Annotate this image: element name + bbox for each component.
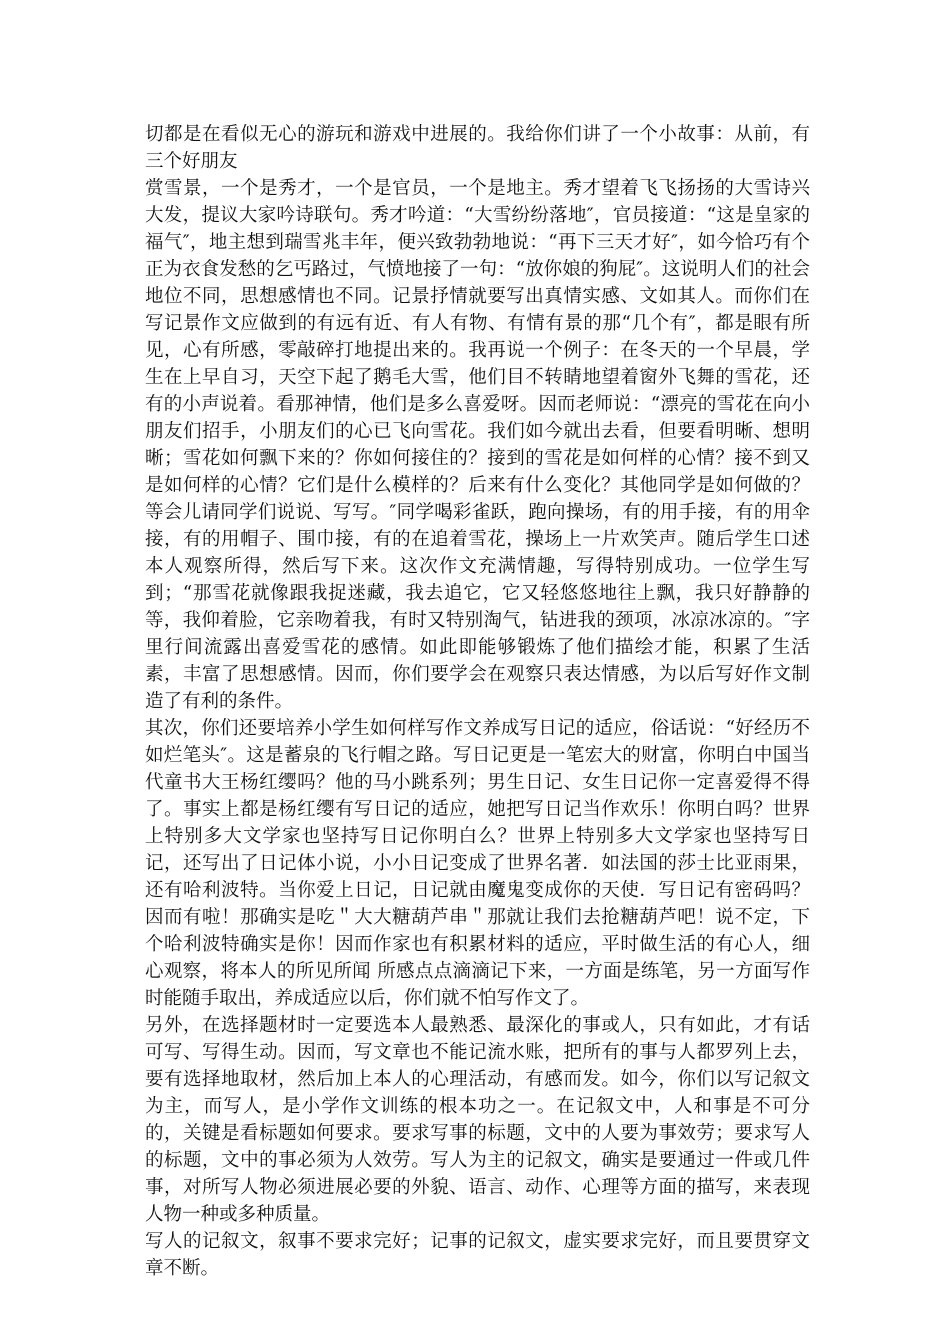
document-page	[145, 121, 810, 1282]
paragraph-snow-scene: 赏雪景，一个是秀才，一个是官员，一个是地主。秀才望着飞飞扬扬的大雪诗兴大发，提议大家吟诗联句。秀才吟道：“大雪纷纷落地″，官员接道：“这是皇家的福气″，地主想到瑞雪兆丰年，便兴致勃勃地说：“再下三天才好″，如今恰巧有个正为衣食发愁的乞丐路过，气愤地接了一句：“放你娘的狗屁″。这说明人们的社会地位不同，思想感情也不同。记景抒情就要写出真情实感、文如其人。而你们在写记景作文应做到的有远有近、有人有物、有情有景的那“几个有″，都是眼有所见，心有所感，零敲碎打地提出来的。我再说一个例子：在冬天的一个早晨，学生在上早自习，天空下起了鹅毛大雪，他们目不转睛地望着窗外飞舞的雪花，还有的小声说着。看那神情，他们是多么喜爱呀。因而老师说：“漂亮的雪花在向小朋友们招手，小朋友们的心已飞向雪花。我们如今就出去看，但要看明晰、想明晰；雪花如何飘下来的？你如何接住的？接到的雪花是如何样的心情？接不到又是如何样的心情？它们是什么模样的？后来有什么变化？其他同学是如何做的？等会儿请同学们说说、写写。″同学喝彩雀跃，跑向操场，有的用手接，有的用伞接，有的用帽子、围巾接，有的在追着雪花，操场上一片欢笑声。随后学生口述本人观察所得，然后写下来。这次作文充满情趣，写得特别成功。一位学生写到；“那雪花就像跟我捉迷藏，我去追它，它又轻悠悠地往上飘，我只好静静的等，我仰着脸，它亲吻着我，有时又特别淘气，钻进我的颈项，冰凉冰凉的。″字里行间流露出喜爱雪花的感情。如此即能够锻炼了他们描绘才能，积累了生活素，丰富了思想感情。因而，你们要学会在观察只表达情感，为以后写好作文制造了有利的条件。	[145, 178, 810, 712]
paragraph-story-intro: 切都是在看似无心的游玩和游戏中进展的。我给你们讲了一个小故事：从前，有三个好朋友	[145, 124, 810, 172]
paragraph-narrative-summary: 写人的记叙文，叙事不要求完好；记事的记叙文，虚实要求完好，而且要贯穿文章不断。	[145, 1231, 810, 1279]
paragraph-material-selection: 另外，在选择题材时一定要选本人最熟悉、最深化的事或人，只有如此，才有话可写、写得生动。因而，写文章也不能记流水账，把所有的事与人都罗列上去，要有选择地取材，然后加上本人的心理活动，有感而发。如今，你们以写记叙文为主，而写人，是小学作文训练的根本功之一。在记叙文中，人和事是不可分的，关键是看标题如何要求。要求写事的标题，文中的人要为事效劳；要求写人的标题，文中的事必须为人效劳。写人为主的记叙文，确实是要通过一件或几件事，对所写人物必须进展必要的外貌、语言、动作、心理等方面的描写，来表现人物一种或多种质量。	[145, 1015, 810, 1225]
paragraph-diary-habit: 其次，你们还要培养小学生如何样写作文养成写日记的适应，俗话说：“好经历不如烂笔头″。这是蓄泉的飞行帽之路。写日记更是一笔宏大的财富，你明白中国当代童书大王杨红缨吗？他的马小跳系列；男生日记、女生日记你一定喜爱得不得了。事实上都是杨红缨有写日记的适应，她把写日记当作欢乐！你明白吗？世界上特别多大文学家也坚持写日记你明白么？世界上特别多大文学家也坚持写日记，还写出了日记体小说，小小日记变成了世界名著．如法国的莎士比亚雨果，还有哈利波特。当你爱上日记，日记就由魔鬼变成你的天使．写日记有密码吗？因而有啦！那确实是吃＂大大糖葫芦串＂那就让我们去抢糖葫芦吧！说不定，下个哈利波特确实是你！因而作家也有积累材料的适应，平时做生活的有心人，细心观察，将本人的所见所闻 所感点点滴滴记下来，一方面是练笔，另一方面写作时能随手取出，养成适应以后，你们就不怕写作文了。	[145, 718, 810, 1009]
